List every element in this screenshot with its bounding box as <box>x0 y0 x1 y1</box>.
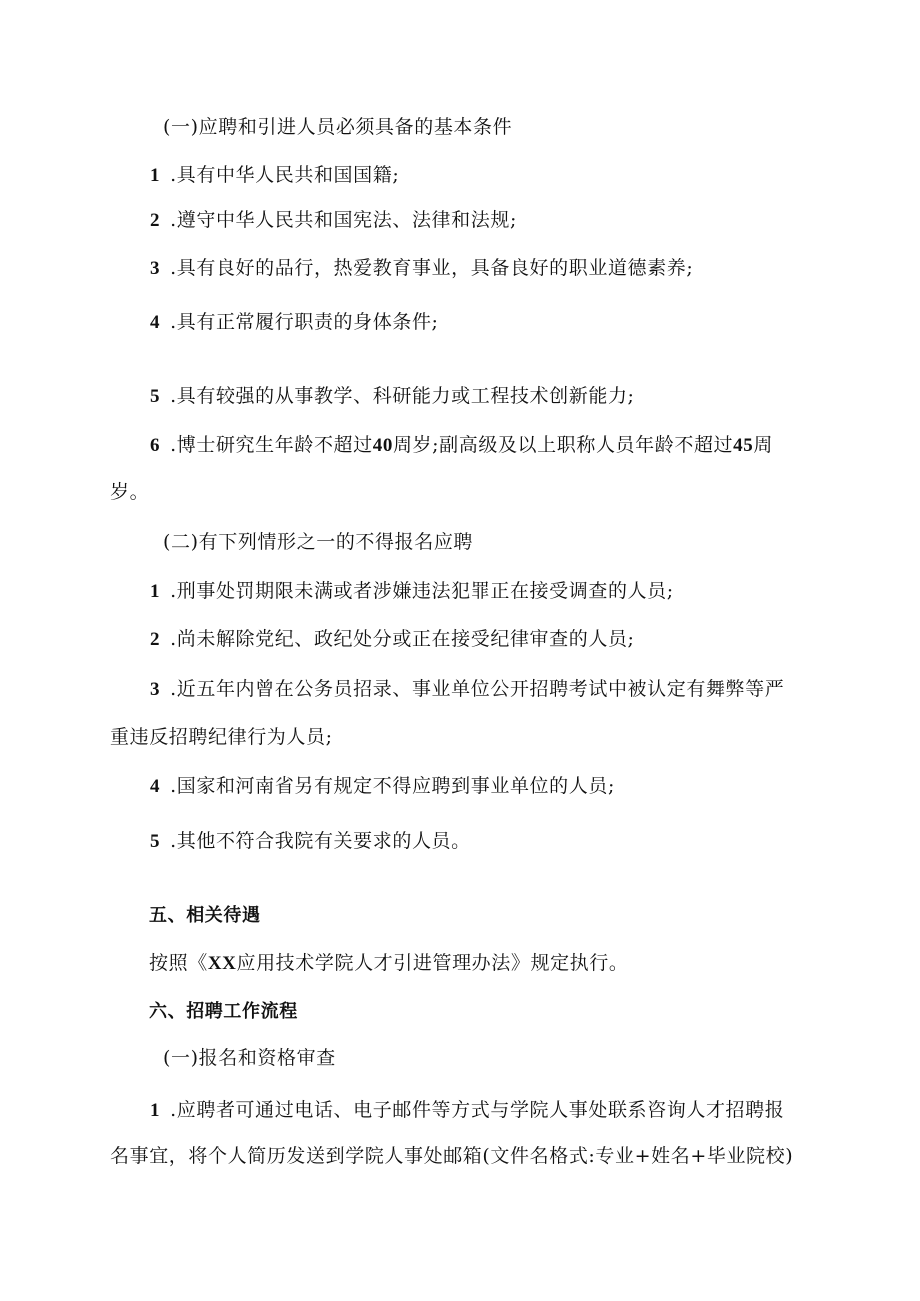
item-text: .国家和河南省另有规定不得应聘到事业单位的人员; <box>170 775 615 797</box>
section-heading-benefits: 五、相关待遇 <box>149 905 261 926</box>
item-number: 4 <box>150 312 161 333</box>
paragraph-text: 按照《 <box>149 952 208 974</box>
item-text: .其他不符合我院有关要求的人员。 <box>170 830 471 852</box>
item-number: 1 <box>150 581 161 602</box>
item-text: .应聘者可通过电话、电子邮件等方式与学院人事处联系咨询人才招聘报 <box>170 1099 785 1121</box>
item-number: 6 <box>150 435 161 456</box>
item-text: .遵守中华人民共和国宪法、法律和法规; <box>170 209 517 231</box>
item-number: 3 <box>150 258 161 279</box>
list-item <box>150 828 471 855</box>
item-number: 3 <box>150 679 161 700</box>
item-text: .具有较强的从事教学、科研能力或工程技术创新能力; <box>170 385 635 407</box>
item-number: 5 <box>150 831 161 852</box>
item-number: 4 <box>150 776 161 797</box>
item-text: .博士研究生年龄不超过 <box>170 434 373 456</box>
item-continuation: 岁。 <box>110 481 150 503</box>
item-text: .具有中华人民共和国国籍; <box>170 164 400 186</box>
list-item <box>150 255 693 282</box>
item-number: 2 <box>150 210 161 231</box>
list-item <box>150 676 784 703</box>
sub-heading-registration: (一)报名和资格审查 <box>163 1047 336 1069</box>
item-text: 周 <box>753 434 773 456</box>
item-text: .近五年内曾在公务员招录、事业单位公开招聘考试中被认定有舞弊等严 <box>170 678 785 700</box>
item-number: 1 <box>150 165 161 186</box>
institution-placeholder: XX <box>207 953 237 974</box>
item-continuation: 重违反招聘纪律行为人员; <box>110 726 333 748</box>
list-item <box>150 578 674 605</box>
age-limit-doctor: 40 <box>372 435 393 456</box>
item-text: .具有良好的品行，热爱教育事业，具备良好的职业道德素养; <box>170 257 694 279</box>
list-item <box>150 773 615 800</box>
list-item <box>150 383 635 410</box>
paragraph-text: 应用技术学院人才引进管理办法》规定执行。 <box>236 952 629 974</box>
item-number: 5 <box>150 386 161 407</box>
item-text: 周岁;副高级及以上职称人员年龄不超过 <box>392 434 734 456</box>
item-continuation: 名事宜，将个人简历发送到学院人事处邮箱(文件名格式:专业+姓名+毕业院校) <box>110 1145 794 1167</box>
list-item <box>150 309 439 336</box>
list-item <box>150 1097 784 1124</box>
benefits-paragraph <box>149 950 628 977</box>
item-text: .尚未解除党纪、政纪处分或正在接受纪律审查的人员; <box>170 628 635 650</box>
item-number: 2 <box>150 629 161 650</box>
item-text: .刑事处罚期限未满或者涉嫌违法犯罪正在接受调查的人员; <box>170 580 674 602</box>
list-item <box>150 626 635 653</box>
list-item <box>150 162 399 189</box>
list-item <box>150 207 517 234</box>
item-text: .具有正常履行职责的身体条件; <box>170 311 439 333</box>
item-number: 1 <box>150 1100 161 1121</box>
age-limit-senior: 45 <box>733 435 754 456</box>
sub-heading-basic-conditions: (一)应聘和引进人员必须具备的基本条件 <box>163 116 513 138</box>
list-item-age-limit <box>150 432 773 459</box>
sub-heading-disqualifications: (二)有下列情形之一的不得报名应聘 <box>163 531 474 553</box>
section-heading-recruitment-process: 六、招聘工作流程 <box>149 1001 298 1022</box>
